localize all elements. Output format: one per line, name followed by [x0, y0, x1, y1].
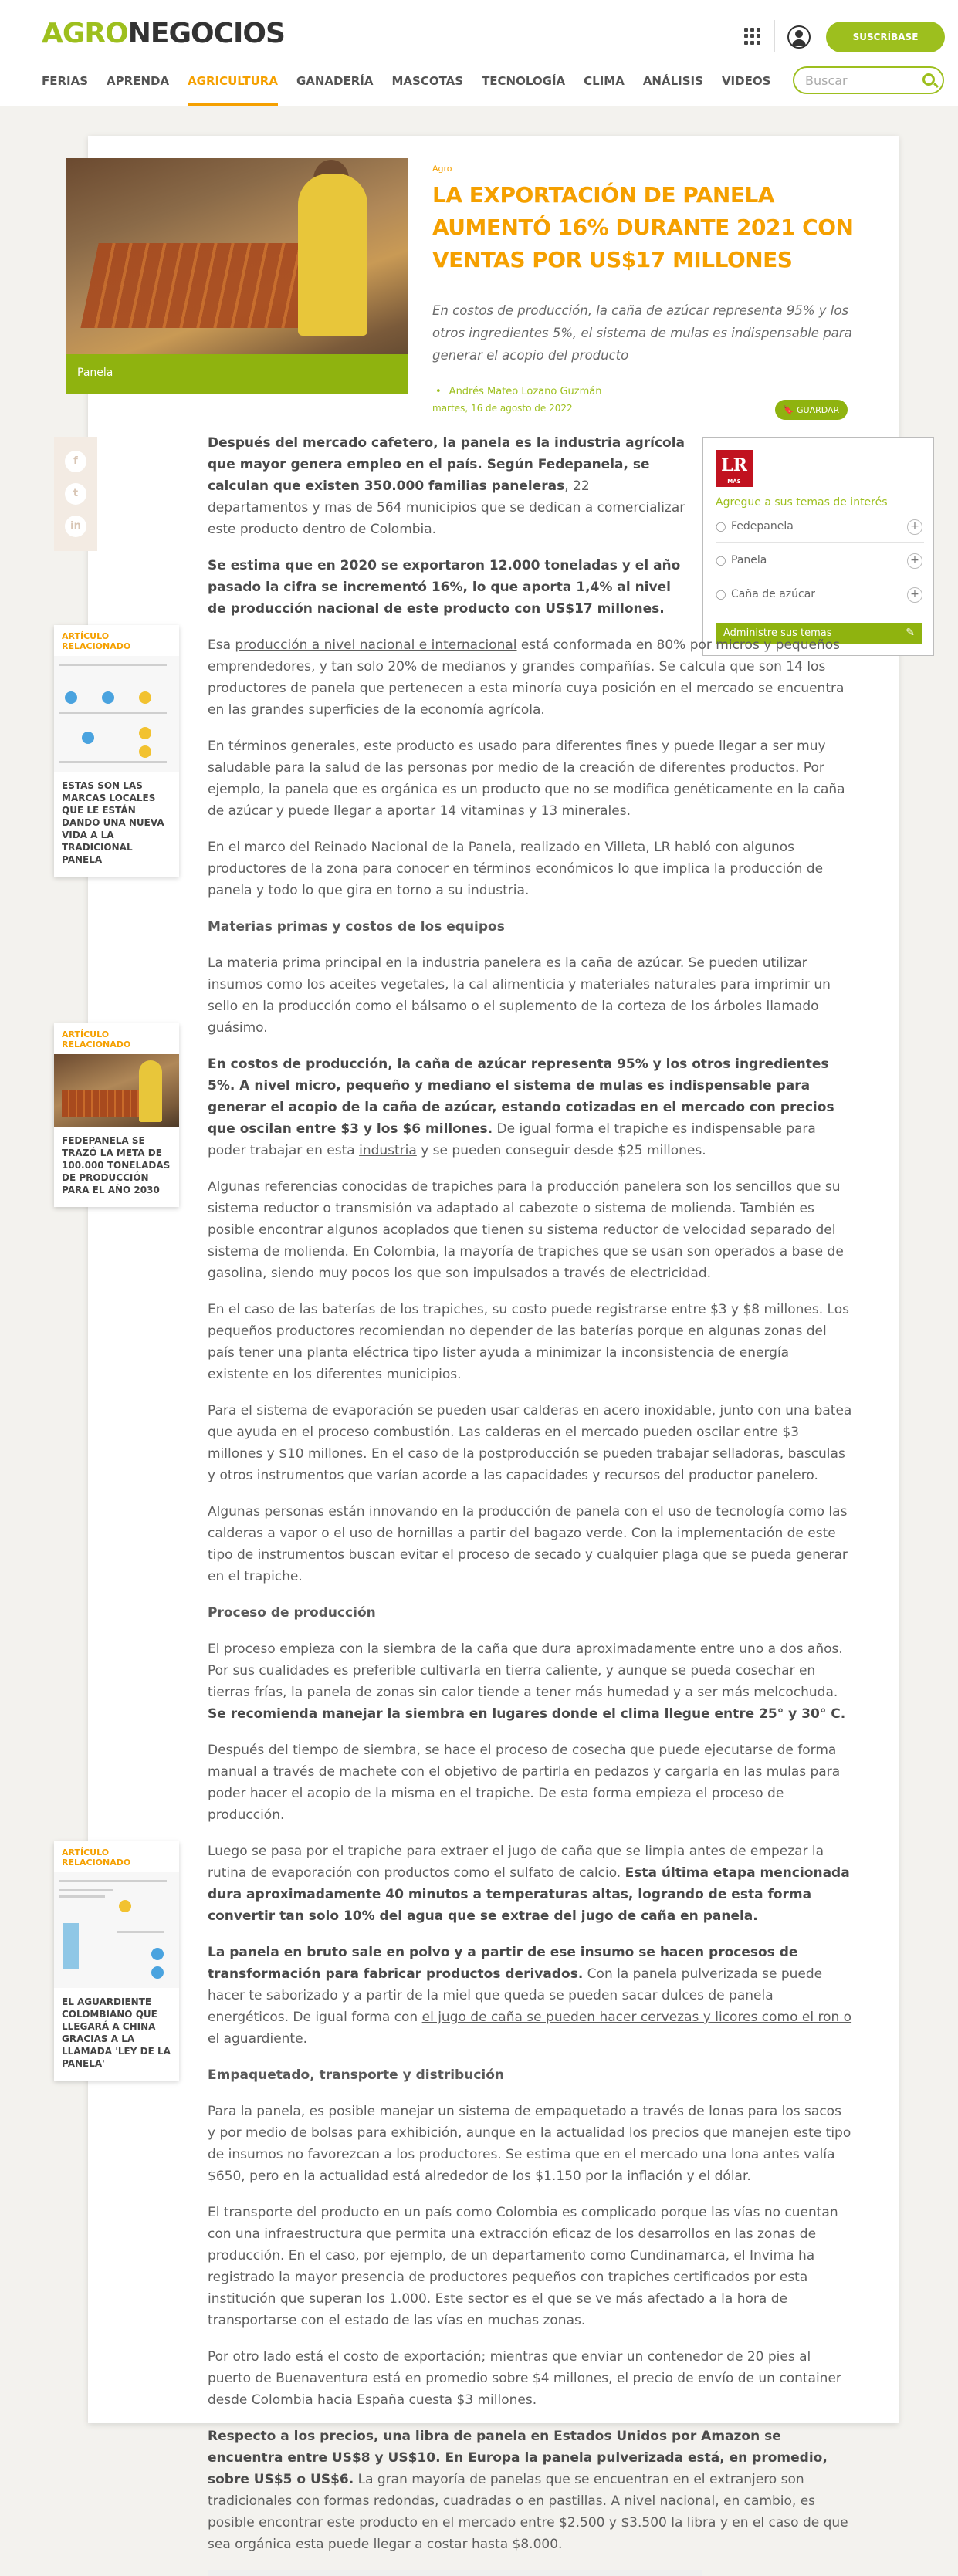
site-logo[interactable]: AGRONEGOCIOS — [42, 18, 285, 49]
nav-item-analisis[interactable]: ANÁLISIS — [642, 74, 703, 88]
paragraph: Para la panela, es posible manejar un sistema de empaquetado a través de lonas para los sacos y por medio de bolsas para exhibición, aunque en la actualidad los precios que manejen este tipo de insumos no favorezcan a los productores. Se estima que en el mercado una lona antes valía $650, pero en la actualidad está alrededor de los $1.150 por la inflación y el dólar. — [208, 2104, 851, 2184]
subscribe-button[interactable]: SUSCRÍBASE — [826, 22, 945, 52]
manage-topics-button[interactable]: Administre sus temas ✎ — [716, 623, 922, 644]
paragraph: Esa producción a nivel nacional e internacional está conformada en 80% por micros y pequeños emprendedores, y tan solo 20% de medianos y grandes compañías. Se calcula que son 14 los productores de panela que pertenecen a esta minoría cuya posición en el mercado se encuentra en las grandes superficies de la economía agrícola. — [208, 637, 845, 718]
section-heading: Proceso de producción — [208, 1605, 376, 1621]
paragraph: En costos de producción, la caña de azúcar representa 95% y los otros ingredientes 5%. A nivel micro, pequeño y mediano el sistema de mulas es indispensable para generar el acopio de la caña de azúcar, estando cotizadas en el mercado con precios que oscilan entre $3 y los $6 millones. De igual forma el trapiche es indispensable para poder trabajar en esta industria y se pueden conseguir desde $25 millones. — [208, 1056, 834, 1158]
paragraph: Algunas personas están innovando en la producción de panela con el uso de tecnología como las calderas a vapor o el uso de hornillas a partir del bagazo verde. Con la implementación de este tipo de instrumentos buscan evitar el proceso de secado y cualquier plaga que se pueda generar en el trapiche. — [208, 1504, 848, 1584]
hero-image-caption: Panela — [66, 354, 408, 394]
site-header — [0, 0, 958, 106]
section-divider — [208, 2570, 702, 2576]
related-title[interactable]: EL AGUARDIENTE COLOMBIANO QUE LLEGARÁ A CHINA GRACIAS A LA LLAMADA 'LEY DE LA PANELA' — [62, 1996, 171, 2069]
article-kicker[interactable]: Agro — [432, 164, 452, 174]
section-heading: Empaquetado, transporte y distribución — [208, 2067, 505, 2083]
article-body — [208, 432, 853, 2576]
search-icon[interactable] — [922, 73, 935, 86]
nav-item-ferias[interactable]: FERIAS — [42, 74, 89, 88]
paragraph: Para el sistema de evaporación se pueden usar calderas en acero inoxidable, junto con una batea que ayuda en el proceso combustión. Las calderas en el mercado pueden oscilar entre $3 millones y $10 millones. En el caso de la postproducción se pueden trabajar selladoras, basculas y otros instrumentos que varían acorde a las capacidades y recursos del productor panelero. — [208, 1403, 852, 1483]
tag-icon: ◯ — [716, 589, 726, 600]
add-topic-button[interactable]: + — [907, 587, 922, 603]
nav-item-ganaderia[interactable]: GANADERÍA — [296, 74, 374, 88]
apps-grid-icon[interactable] — [744, 28, 761, 45]
topic-label: Fedepanela — [731, 520, 794, 532]
save-article-button[interactable]: 🔖 GUARDAR — [775, 400, 848, 420]
add-topic-button[interactable]: + — [907, 553, 922, 569]
paragraph: La panela en bruto sale en polvo y a partir de ese insumo se hacen procesos de transformación para fabricar productos derivados. Con la panela pulverizada se puede hacer te saborizado y a partir de la miel que queda se pueden sacar dulces de panela energéticos. De igual forma con el jugo de caña se pueden hacer cervezas y licores como el ron o el aguardiente. — [208, 1945, 852, 2047]
share-bar — [54, 437, 97, 551]
related-article-card[interactable] — [54, 1023, 179, 1207]
related-image — [54, 656, 179, 772]
related-kicker: ARTÍCULO RELACIONADO — [62, 1029, 131, 1050]
inline-link[interactable]: producción a nivel nacional e internacional — [235, 637, 517, 653]
paragraph: Después del tiempo de siembra, se hace el proceso de cosecha que puede ejecutarse de forma manual a través de machete con el objetivo de partirla en pedazos y cargarla en las mulas para poder hacer el acopio de la misma en el trapiche. De esta forma empieza el proceso de producción. — [208, 1743, 841, 1823]
search-input[interactable] — [805, 73, 913, 88]
paragraph: Luego se pasa por el trapiche para extraer el jugo de caña que se limpia antes de empezar la rutina de evaporación con productos como el sulfato de calcio. Esta última etapa mencionada dura aproximadamente 40 minutos a temperaturas altas, logrando de esta forma convertir tan solo 10% del agua que se extrae del jugo de caña en panela. — [208, 1844, 850, 1924]
tag-icon: ◯ — [716, 555, 726, 566]
inline-link[interactable]: industria — [359, 1143, 417, 1158]
paragraph: Por otro lado está el costo de exportación; mientras que enviar un contenedor de 20 pies al puerto de Buenaventura está en promedio sobre $4 millones, el precio de envío de un container desde Colombia hacia España cuesta $3 millones. — [208, 2349, 841, 2408]
paragraph: Se estima que en 2020 se exportaron 12.000 toneladas y el año pasado la cifra se incrementó 16%, lo que aporta 1,4% al nivel de producción nacional de este producto con US$17 millones. — [208, 558, 681, 617]
paragraph: Algunas referencias conocidas de trapiches para la producción panelera son los sencillos que su sistema reductor o transmisión va adaptado al cabezote o sistema de molienda. También es posible encontrar algunos acoplados que tienen su sistema reductor de velocidad separado del sistema de molienda. En Colombia, la mayoría de trapiches que se usan son operados a base de gasolina, siendo muy pocos los que son impulsados a través de electricidad. — [208, 1179, 844, 1281]
nav-item-agricultura[interactable]: AGRICULTURA — [188, 71, 278, 106]
paragraph: En el caso de las baterías de los trapiches, su costo puede registrarse entre $3 y $8 millones. Los pequeños productores recomiendan no depender de las baterías porque en algunas zonas del país tener una planta eléctrica tipo lister ayuda a minimizar la inconsistencia de energía existente en los diferentes municipios. — [208, 1302, 849, 1382]
paragraph: La materia prima principal en la industria panelera es la caña de azúcar. Se pueden utilizar insumos como los aceites vegetales, la cal alimenticia y materiales naturales para imprimir un sello en la producción como el bálsamo o el suplemento de la corteza de los árboles llamado guásimo. — [208, 955, 831, 1036]
twitter-icon[interactable]: t — [65, 483, 86, 505]
related-article-card[interactable] — [54, 1841, 179, 2081]
lr-logo: LR MÁS — [716, 450, 753, 487]
related-kicker: ARTÍCULO RELACIONADO — [62, 631, 131, 651]
pencil-icon: ✎ — [906, 627, 915, 639]
inline-link[interactable]: el jugo de caña se pueden hacer cervezas y licores como el ron o el aguardiente — [208, 2010, 852, 2047]
user-account-icon[interactable] — [787, 25, 811, 49]
nav-item-mascotas[interactable]: MASCOTAS — [391, 74, 464, 88]
paragraph: El proceso empieza con la siembra de la caña que dura aproximadamente entre uno a dos años. Por sus cualidades es preferible cultivarla en tierra caliente, y aunque se pueda cosechar en tierras frías, la panela de zonas sin calor tiende a tener más humedad y a ser más melcochuda. Se recomienda manejar la siembra en lugares donde el clima llegue entre 25° y 30° C. — [208, 1641, 846, 1722]
related-image — [54, 1054, 179, 1127]
article-date: martes, 16 de agosto de 2022 — [432, 403, 573, 414]
related-article-card[interactable] — [54, 625, 179, 877]
paragraph: El transporte del producto en un país como Colombia es complicado porque las vías no cuentan con una infraestructura que permita una extracción eficaz de los desarrollos en las zonas de producción. En el caso, por ejemplo, de un departamento como Cundinamarca, el Invima ha registrado la mayor presencia de productores pequeños con trapiches certificados por esta institución que superan los 1.000. Este sector es el que se ve más afectado a la hora de transportarse con el estado de las vías en muchas zonas. — [208, 2205, 838, 2328]
topics-box-title: Agregue a sus temas de interés — [716, 496, 888, 509]
topic-label: Panela — [731, 554, 767, 566]
related-title[interactable]: FEDEPANELA SE TRAZÓ LA META DE 100.000 TONELADAS DE PRODUCCIÓN PARA EL AÑO 2030 — [62, 1135, 171, 1195]
article-title: LA EXPORTACIÓN DE PANELA AUMENTÓ 16% DURANTE 2021 CON VENTAS POR US$17 MILLONES — [432, 182, 854, 272]
add-topic-button[interactable]: + — [907, 519, 922, 535]
paragraph: En el marco del Reinado Nacional de la Panela, realizado en Villeta, LR habló con algunos productores de la zona para conocer en términos económicos lo que implica la producción de panela y todo lo que gira en torno a su industria. — [208, 840, 824, 898]
article-author[interactable]: • Andrés Mateo Lozano Guzmán — [435, 386, 601, 397]
linkedin-icon[interactable]: in — [65, 516, 86, 537]
nav-item-clima[interactable]: CLIMA — [584, 74, 625, 88]
paragraph: En términos generales, este producto es usado para diferentes fines y puede llegar a ser muy saludable para la salud de las personas por medio de la creación de diferentes productos. Por ejemplo, la panela que es orgánica es un producto que no se modifica genéticamente en la caña de azúcar y puede llegar a aportar 14 vitaminas y 13 minerales. — [208, 739, 845, 819]
nav-item-videos[interactable]: VIDEOS — [721, 74, 771, 88]
section-heading: Materias primas y costos de los equipos — [208, 919, 505, 935]
main-nav — [42, 71, 789, 106]
tag-icon: ◯ — [716, 521, 726, 532]
save-button-label: GUARDAR — [797, 404, 840, 415]
related-title[interactable]: ESTAS SON LAS MARCAS LOCALES QUE LE ESTÁN DANDO UNA NUEVA VIDA A LA TRADICIONAL PANELA — [62, 780, 164, 865]
header-divider — [774, 20, 775, 52]
related-kicker: ARTÍCULO RELACIONADO — [62, 1847, 131, 1868]
topic-label: Caña de azúcar — [731, 588, 816, 600]
paragraph: Después del mercado cafetero, la panela es la industria agrícola que mayor genera empleo en el país. Según Fedepanela, se calculan que existen 350.000 familias paneleras, 22 departamentos y mas de 564 municipios que se dedican a comercializar este producto dentro de Colombia. — [208, 435, 685, 537]
article-subtitle: En costos de producción, la caña de azúcar representa 95% y los otros ingredientes 5%, el sistema de mulas es indispensable para generar el acopio del producto — [432, 303, 852, 363]
related-image — [54, 1872, 179, 1988]
search-box — [793, 66, 944, 94]
paragraph: Respecto a los precios, una libra de panela en Estados Unidos por Amazon se encuentra entre US$8 y US$10. En Europa la panela pulverizada está, en promedio, sobre US$5 o US$6. La gran mayoría de panelas que se encuentran en el extranjero son tradicionales con formas redondas, cuadradas o en pastillas. A nivel nacional, en cambio, es posible encontrar este producto en el mercado entre $2.500 y $3.500 la libra y en el caso de que sea orgánica esta puede llegar a costar hasta $8.000. — [208, 2429, 848, 2552]
facebook-icon[interactable]: f — [65, 451, 86, 472]
nav-item-aprenda[interactable]: APRENDA — [107, 74, 170, 88]
nav-item-tecnologia[interactable]: TECNOLOGÍA — [482, 74, 566, 88]
